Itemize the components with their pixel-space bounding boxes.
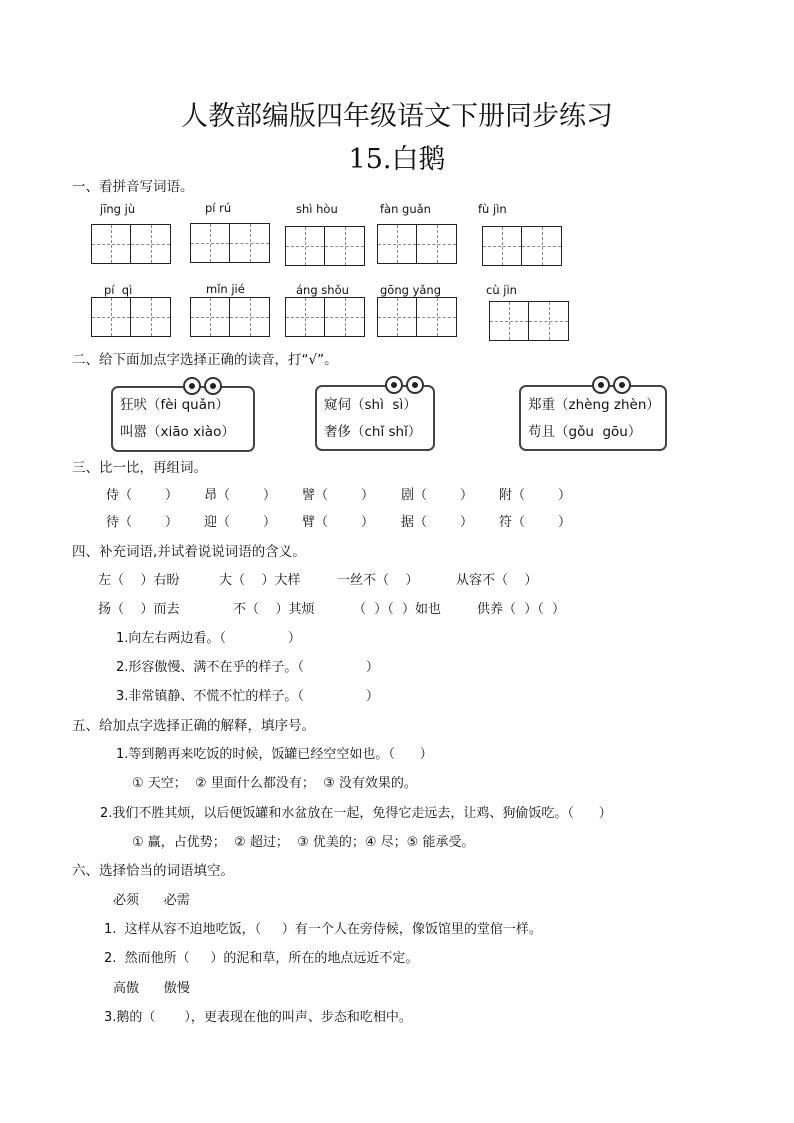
grid-cell[interactable]: [417, 297, 457, 337]
compare-item[interactable]: 据（ ）: [401, 515, 474, 530]
pinyin-label: gōng yǎng: [380, 283, 442, 297]
pronunciation-board: [519, 385, 667, 451]
eyes-icon: [385, 376, 425, 396]
pronunciation-option[interactable]: 郑重（zhèng zhèn）: [528, 397, 660, 413]
writing-grid[interactable]: [489, 301, 569, 341]
grid-cell[interactable]: [325, 297, 365, 337]
writing-grid[interactable]: [377, 297, 457, 337]
grid-cell[interactable]: [190, 297, 230, 337]
pronunciation-board: [111, 386, 255, 452]
grid-cell[interactable]: [529, 301, 569, 341]
pronunciation-option[interactable]: 苟且（gǒu gōu）: [528, 424, 642, 440]
idiom-blank[interactable]: 一丝不（ ）: [337, 573, 419, 588]
eyes-icon: [183, 377, 223, 397]
compare-item[interactable]: 臂（ ）: [302, 515, 375, 530]
grid-cell[interactable]: [377, 297, 417, 337]
pinyin-label: shì hòu: [296, 202, 338, 216]
idiom-blank[interactable]: 从容不（ ）: [456, 573, 538, 588]
section-6-heading: 六、选择恰当的词语填空。: [72, 863, 234, 879]
pinyin-label: pí rú: [205, 201, 232, 215]
compare-item[interactable]: 侍（ ）: [106, 488, 179, 503]
grid-cell[interactable]: [190, 223, 230, 263]
writing-grid[interactable]: [377, 224, 457, 264]
word-choices: 高傲 傲慢: [113, 981, 190, 996]
section-3-heading: 三、比一比，再组词。: [72, 460, 207, 476]
compare-item[interactable]: 迎（ ）: [204, 515, 277, 530]
grid-cell[interactable]: [230, 223, 270, 263]
question-text[interactable]: 2. 然而他所（ ）的泥和草，所在的地点远近不定。: [104, 951, 419, 966]
eyes-icon: [592, 376, 632, 396]
pronunciation-option[interactable]: 狂吠（fèi quǎn）: [120, 397, 230, 413]
pinyin-label: mǐn jié: [206, 282, 245, 296]
question-text[interactable]: 1.等到鹅再来吃饭的时候，饭罐已经空空如也。（ ）: [116, 747, 433, 762]
pinyin-label: fù jìn: [478, 202, 507, 216]
pronunciation-option[interactable]: 叫嚣（xiāo xiào）: [120, 424, 235, 440]
compare-item[interactable]: 剧（ ）: [401, 488, 474, 503]
compare-item[interactable]: 譬（ ）: [302, 488, 375, 503]
question-text[interactable]: 3.鹅的（ ），更表现在他的叫声、步态和吃相中。: [104, 1010, 412, 1025]
grid-cell[interactable]: [131, 297, 171, 337]
word-choices: 必须 必需: [113, 893, 190, 908]
question-text[interactable]: 2.我们不胜其烦，以后便饭罐和水盆放在一起，免得它走远去，让鸡、狗偷饭吃。（ ）: [100, 806, 612, 821]
writing-grid[interactable]: [190, 223, 270, 263]
page-title: 人教部编版四年级语文下册同步练习: [181, 101, 613, 132]
idiom-blank[interactable]: （ ）（ ）如也: [353, 602, 442, 617]
grid-cell[interactable]: [417, 224, 457, 264]
section-1-heading: 一、看拼音写词语。: [72, 179, 194, 195]
grid-cell[interactable]: [91, 297, 131, 337]
compare-item[interactable]: 附（ ）: [499, 488, 572, 503]
section-4-heading: 四、补充词语,并试着说说词语的含义。: [72, 544, 306, 560]
writing-grid[interactable]: [285, 226, 365, 266]
grid-cell[interactable]: [522, 226, 562, 266]
meaning-item[interactable]: 1.向左右两边看。（ ）: [116, 631, 301, 646]
pronunciation-option[interactable]: 奢侈（chǐ shǐ）: [324, 424, 422, 440]
compare-item[interactable]: 符（ ）: [499, 515, 572, 530]
pinyin-label: jīng jù: [100, 202, 136, 216]
meaning-item[interactable]: 3.非常镇静、不慌不忙的样子。（ ）: [116, 689, 379, 704]
pinyin-label: fàn guǎn: [380, 202, 431, 216]
meaning-item[interactable]: 2.形容傲慢、满不在乎的样子。（ ）: [116, 660, 379, 675]
pinyin-label: cù jìn: [486, 283, 517, 297]
grid-cell[interactable]: [377, 224, 417, 264]
section-2-heading: 二、给下面加点字选择正确的读音，打“√”。: [72, 352, 338, 368]
compare-item[interactable]: 昂（ ）: [204, 488, 277, 503]
grid-cell[interactable]: [230, 297, 270, 337]
pronunciation-option[interactable]: 窥伺（shì sì）: [324, 397, 417, 413]
grid-cell[interactable]: [285, 226, 325, 266]
grid-cell[interactable]: [489, 301, 529, 341]
writing-grid[interactable]: [91, 297, 171, 337]
compare-item[interactable]: 待（ ）: [106, 515, 179, 530]
grid-cell[interactable]: [325, 226, 365, 266]
idiom-blank[interactable]: 扬（ ）而去: [98, 602, 180, 617]
question-text[interactable]: 1. 这样从容不迫地吃饭，（ ）有一个人在旁侍候，像饭馆里的堂倌一样。: [104, 922, 542, 937]
idiom-blank[interactable]: 左（ ）右盼: [98, 573, 180, 588]
grid-cell[interactable]: [285, 297, 325, 337]
writing-grid[interactable]: [190, 297, 270, 337]
pronunciation-board: [315, 385, 435, 451]
grid-cell[interactable]: [482, 226, 522, 266]
grid-cell[interactable]: [91, 224, 131, 264]
writing-grid[interactable]: [91, 224, 171, 264]
section-5-heading: 五、给加点字选择正确的解释，填序号。: [72, 718, 315, 734]
pinyin-label: pí qì: [104, 283, 133, 297]
idiom-blank[interactable]: 供养（ ）（ ）: [477, 602, 566, 617]
writing-grid[interactable]: [285, 297, 365, 337]
lesson-title: 15.白鹅: [348, 144, 446, 175]
idiom-blank[interactable]: 不（ ）其烦: [233, 602, 315, 617]
grid-cell[interactable]: [131, 224, 171, 264]
writing-grid[interactable]: [482, 226, 562, 266]
answer-options: ① 赢，占优势； ② 超过； ③ 优美的；④ 尽；⑤ 能承受。: [132, 835, 475, 850]
answer-options: ① 天空； ② 里面什么都没有； ③ 没有效果的。: [132, 776, 417, 791]
idiom-blank[interactable]: 大（ ）大样: [219, 573, 301, 588]
pinyin-label: áng shǒu: [296, 283, 349, 297]
